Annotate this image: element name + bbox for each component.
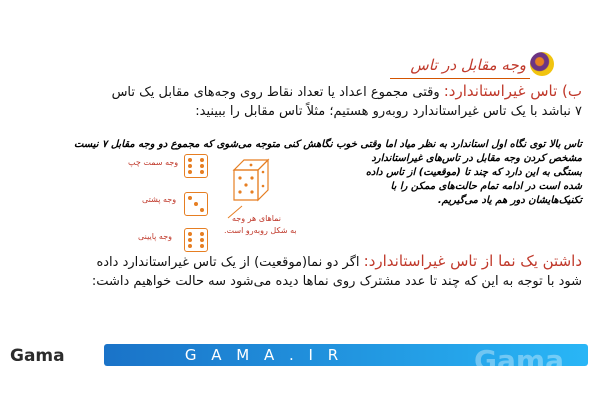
handwritten-line: بستگی به این دارد که چند تا (موقعیت) از تاس داده xyxy=(365,167,582,178)
dice-figure xyxy=(128,148,297,252)
footer-bar xyxy=(104,344,588,377)
slide-title: وجه مقابل در تاس xyxy=(410,56,526,74)
handwritten-line: شده است در ادامه تمام حالت‌های ممکن را با xyxy=(390,181,582,192)
die-face-left xyxy=(184,154,208,178)
dice-cube-icon xyxy=(228,156,274,206)
caption-line-2: به شکل روبه‌رو است. xyxy=(224,226,297,235)
die-face-back xyxy=(184,192,208,216)
gama-logo[interactable]: Gama xyxy=(10,346,65,366)
title-underline xyxy=(390,78,530,79)
handwritten-line: تاس بالا توی نگاه اول استاندارد به نظر میاد اما وقتی خوب نگاهش کنی متوجه می‌شوی که مجموع دو وجه مقابل ۷ نیست xyxy=(73,139,582,150)
title-bullet-icon xyxy=(530,52,554,76)
handwritten-line: تکنیک‌هایشان دور هم یاد می‌گیریم. xyxy=(437,195,582,206)
footer-watermark: Gama xyxy=(474,344,564,377)
label-left-face: وجه سمت چپ xyxy=(128,158,179,167)
caption-line-1: نماهای هر وجه xyxy=(232,214,282,223)
section-c-text: اگر دو نما(موقعیت) از یک تاس غیراستاندارد داده شود با توجه به این که چند تا عدد مشترک روی نماها دیده می‌شود سه حالت خواهیم داشت: xyxy=(91,255,582,289)
die-face-bottom xyxy=(184,228,208,252)
footer-url[interactable]: G A M A . I R xyxy=(184,346,344,364)
section-b-heading: ب) تاس غیراستاندارد: xyxy=(443,82,582,100)
section-c-paragraph xyxy=(82,252,582,291)
footer xyxy=(0,340,600,380)
title-bar xyxy=(410,56,554,78)
label-back-face: وجه پشتی xyxy=(142,195,177,204)
section-b-text: وقتی مجموع اعداد یا تعداد نقاط روی وجه‌های مقابل یک تاس ۷ نباشد با یک تاس غیراستاندارد روبه‌رو هستیم؛ مثلاً تاس مقابل را ببینید: xyxy=(111,85,582,119)
section-b-paragraph xyxy=(102,82,582,121)
handwritten-line: مشخص کردن وجه مقابل در تاس‌های غیراستاندارد xyxy=(371,153,582,164)
label-bottom-face: وجه پایینی xyxy=(138,232,173,241)
section-c-heading: داشتن یک نما از تاس غیراستاندارد: xyxy=(363,252,582,270)
